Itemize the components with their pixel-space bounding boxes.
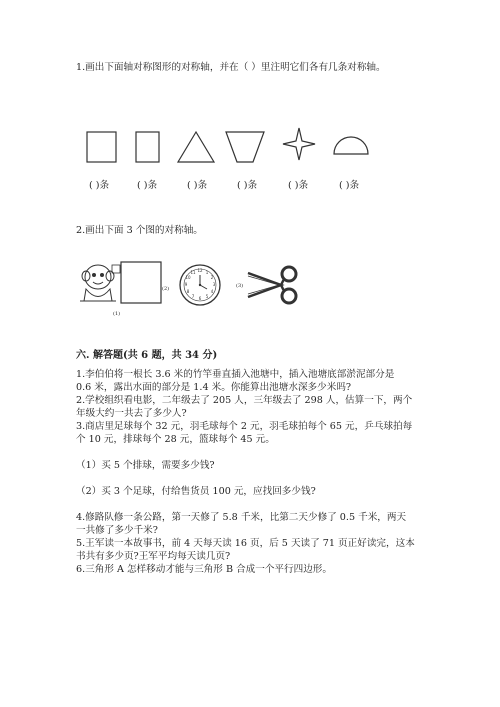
svg-text:10: 10 [185,275,191,280]
svg-text:9: 9 [184,282,188,287]
blank-2[interactable]: ( )条 [137,180,158,191]
problem-line: 2.学校组织看电影，二年级去了 205 人，三年级去了 298 人，估算一下，两个 [76,395,413,406]
square-shape [87,132,116,162]
blank-1[interactable]: ( )条 [89,180,110,191]
figure-label-1: (1) [113,311,121,317]
svg-text:4: 4 [210,289,214,294]
svg-text:3: 3 [212,282,216,287]
problem-line: 5.王军读一本故事书，前 4 天每天读 16 页，后 5 天读了 71 页正好读完，这本 [76,538,415,549]
svg-text:12: 12 [197,268,203,273]
figure-label-2: (2) [162,286,170,292]
problem-line: 4.修路队修一条公路，第一天修了 5.8 千米，比第二天少修了 0.5 千米，两天 [76,512,407,523]
q2-figures [76,259,306,319]
clock-figure [180,265,220,305]
question-2-text: 2.画出下面 3 个图的对称轴。 [76,225,203,236]
semicircle-shape [334,137,368,154]
problem-line: 0.6 米，露出水面的部分是 1.4 米。你能算出池塘水深多少米吗? [76,382,352,393]
svg-text:6: 6 [198,296,202,301]
svg-text:1: 1 [205,270,209,275]
problem-line: 个 10 元，排球每个 28 元，篮球每个 45 元。 [76,434,275,445]
problem-line: 1.李伯伯将一根长 3.6 米的竹竿垂直插入池塘中，插入池塘底部淤泥部分是 [76,369,395,380]
blank-6[interactable]: ( )条 [339,180,360,191]
subquestion-1: （1）买 5 个排球，需要多少钱? [76,460,215,471]
problem-line: 一共修了多少千米? [76,525,158,536]
subquestion-2: （2）买 3 个足球，付给售货员 100 元，应找回多少钱? [76,486,316,497]
problem-line: 书共有多少页?王军平均每天读几页? [76,551,231,562]
svg-text:11: 11 [190,270,196,275]
star-shape [283,128,315,160]
triangle-shape [178,132,214,162]
svg-text:5: 5 [205,294,209,299]
blank-4[interactable]: ( )条 [237,180,258,191]
symmetric-shapes [80,126,400,168]
problem-line: 年级大约一共去了多少人? [76,408,187,419]
figure-label-3: (3) [236,283,244,289]
monkey-figure [80,265,120,301]
scissors-figure [248,267,296,303]
question-1-text: 1.画出下面轴对称图形的对称轴，并在（ ）里注明它们各有几条对称轴。 [76,62,386,73]
svg-text:7: 7 [191,294,195,299]
square-figure [121,262,161,303]
trapezoid-shape [226,132,264,162]
problem-line: 6.三角形 A 怎样移动才能与三角形 B 合成一个平行四边形。 [76,564,332,575]
section-6-heading: 六. 解答题(共 6 题，共 34 分) [76,350,218,361]
blank-5[interactable]: ( )条 [288,180,309,191]
svg-text:8: 8 [186,289,190,294]
svg-text:2: 2 [210,275,214,280]
rectangle-shape [136,132,159,162]
problem-line: 3.商店里足球每个 32 元，羽毛球每个 2 元，羽毛球拍每个 65 元，乒乓球拍每 [76,421,413,432]
blank-3[interactable]: ( )条 [187,180,208,191]
